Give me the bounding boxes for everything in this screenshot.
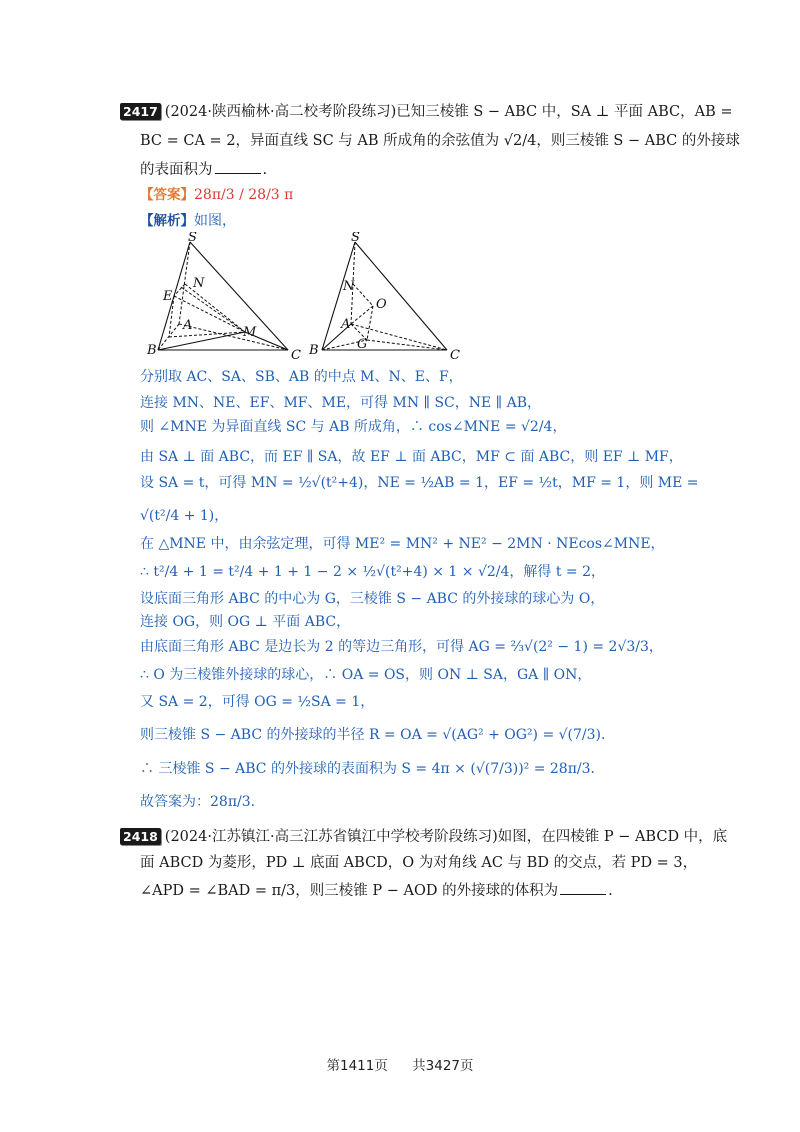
page-number: 第1411页 <box>326 1058 388 1074</box>
answer-blank <box>560 880 606 895</box>
analysis-label: 【解析】 <box>140 213 194 229</box>
answer-value: 28π/3 / 28/3 π <box>194 187 294 203</box>
solution-line: ∴ t²/4 + 1 = t²/4 + 1 + 1 − 2 × ½√(t²+4) × 1 × √2/4，解得 t = 2， <box>140 564 606 580</box>
solution-line: 故答案为：28π/3． <box>140 794 265 810</box>
solution-line: ∴ O 为三棱锥外接球的球心，∴ OA = OS，则 ON ⊥ SA，GA ∥ ON， <box>140 667 592 683</box>
problem-2417-line-2: BC = CA = 2，异面直线 SC 与 AB 所成角的余弦值为 √2/4，则三棱锥 S − ABC 的外接球 <box>140 133 740 149</box>
solution-line: √(t²/4 + 1)， <box>140 508 229 524</box>
label-G2: G <box>357 337 368 352</box>
label-B: B <box>147 343 157 358</box>
solution-line: 由 SA ⊥ 面 ABC，而 EF ∥ SA，故 EF ⊥ 面 ABC，MF ⊂ 面 ABC，则 EF ⊥ MF， <box>140 449 683 465</box>
solution-line: ∴ 三棱锥 S − ABC 的外接球的表面积为 S = 4π × (√(7/3))² = 28π/3． <box>140 761 605 777</box>
solution-line: 由底面三角形 ABC 是边长为 2 的等边三角形，可得 AG = ⅔√(2² − 1) = 2√3/3， <box>140 639 663 655</box>
problem-2418-line-1: 2418 (2024·江苏镇江·高三江苏省镇江中学校考阶段练习)如图，在四棱锥 P − ABCD 中，底 <box>120 826 727 848</box>
solution-line: 连接 OG，则 OG ⊥ 平面 ABC， <box>140 614 351 630</box>
solution-line: 在 △MNE 中，由余弦定理，可得 ME² = MN² + NE² − 2MN · NEcos∠MNE， <box>140 536 665 552</box>
label-N2: N <box>343 279 355 294</box>
label-N: N <box>193 276 205 291</box>
problem-number-badge: 2418 <box>120 828 161 845</box>
label-S: S <box>188 232 197 245</box>
answer-blank <box>215 159 261 174</box>
solution-line: 则三棱锥 S − ABC 的外接球的半径 R = OA = √(AG² + OG²) = √(7/3)． <box>140 727 615 743</box>
solution-line: 又 SA = 2，可得 OG = ½SA = 1， <box>140 694 375 710</box>
label-S2: S <box>351 232 360 245</box>
problem-number-badge: 2417 <box>120 103 161 120</box>
problem-2417-line-1: 2417 (2024·陕西榆林·高二校考阶段练习)已知三棱锥 S − ABC 中，SA ⊥ 平面 ABC，AB = <box>120 101 732 123</box>
label-O2: O <box>376 297 387 312</box>
tetrahedron-figure-2 <box>305 232 465 362</box>
label-B2: B <box>309 343 319 358</box>
solution-line: 则 ∠MNE 为异面直线 SC 与 AB 所成角，∴ cos∠MNE = √2/4， <box>140 419 567 435</box>
label-A: A <box>183 318 193 333</box>
label-C: C <box>291 348 301 362</box>
label-M: M <box>243 325 257 340</box>
problem-2417-line-3: 的表面积为 . <box>140 159 267 181</box>
solution-line: 设底面三角形 ABC 的中心为 G，三棱锥 S − ABC 的外接球的球心为 O， <box>140 591 605 607</box>
solution-line: 分别取 AC、SA、SB、AB 的中点 M、N、E、F， <box>140 369 463 385</box>
answer-line <box>140 184 293 206</box>
label-E: E <box>163 289 173 304</box>
solution-line: 连接 MN、NE、EF、MF、ME，可得 MN ∥ SC，NE ∥ AB， <box>140 395 541 411</box>
analysis-line: 【解析】如图， <box>140 213 236 229</box>
problem-2418-line-3: ∠APD = ∠BAD = π/3，则三棱锥 P − AOD 的外接球的体积为 . <box>140 880 613 902</box>
total-pages: 共3427页 <box>412 1058 474 1074</box>
answer-label: 【答案】 <box>140 187 194 203</box>
label-C2: C <box>450 348 460 362</box>
tetrahedron-figure-1 <box>145 232 305 362</box>
page-footer <box>0 1054 800 1074</box>
label-A2: A <box>341 317 351 332</box>
solution-line: 设 SA = t，可得 MN = ½√(t²+4)，NE = ½AB = 1，EF = ½t，MF = 1，则 ME = <box>140 475 699 491</box>
problem-2418-line-2: 面 ABCD 为菱形，PD ⊥ 底面 ABCD，O 为对角线 AC 与 BD 的交点，若 PD = 3， <box>140 855 698 871</box>
